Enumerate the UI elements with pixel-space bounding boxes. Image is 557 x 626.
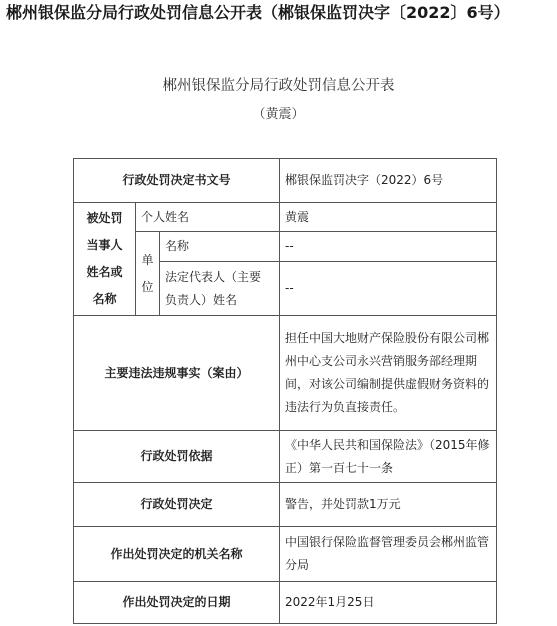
basis-value: 《中华人民共和国保险法》（2015年修正）第一百七十一条 xyxy=(280,431,497,483)
unit-label-line: 单 xyxy=(141,252,154,267)
individual-name-label: 个人姓名 xyxy=(136,203,280,232)
unit-name-label: 名称 xyxy=(160,232,280,262)
facts-label: 主要违法违规事实（案由） xyxy=(74,316,280,431)
doc-number-value: 郴银保监罚决字（2022）6号 xyxy=(280,159,497,203)
decision-value: 警告，并处罚款1万元 xyxy=(280,483,497,527)
legal-rep-value: -- xyxy=(280,262,497,316)
party-label-line: 姓名或 xyxy=(86,265,123,279)
unit-name-value: -- xyxy=(280,232,497,262)
decision-label: 行政处罚决定 xyxy=(74,483,280,527)
row-date xyxy=(74,582,497,624)
individual-name-value: 黄震 xyxy=(280,203,497,232)
basis-label: 行政处罚依据 xyxy=(74,431,280,483)
page-title: 郴州银保监分局行政处罚信息公开表（郴银保监罚决字〔2022〕6号） xyxy=(6,3,510,22)
unit-label xyxy=(136,232,160,316)
doc-number-label: 行政处罚决定书文号 xyxy=(74,159,280,203)
date-value: 2022年1月25日 xyxy=(280,582,497,624)
authority-value: 中国银行保险监督管理委员会郴州监管分局 xyxy=(280,527,497,582)
row-facts xyxy=(74,316,497,431)
facts-value: 担任中国大地财产保险股份有限公司郴州中心支公司永兴营销服务部经理期间，对该公司编制提供虚假财务资料的违法行为负直接责任。 xyxy=(280,316,497,431)
document-subtitle: （黄震） xyxy=(252,107,305,122)
document-title: 郴州银保监分局行政处罚信息公开表 xyxy=(162,78,395,94)
party-label-line: 名称 xyxy=(92,292,117,306)
row-doc-number xyxy=(74,159,497,203)
row-individual-name xyxy=(74,203,497,232)
party-label-line: 当事人 xyxy=(86,238,123,252)
legal-rep-label-line: 法定代表人（主要 xyxy=(165,269,262,284)
date-label: 作出处罚决定的日期 xyxy=(74,582,280,624)
row-basis xyxy=(74,431,497,483)
penalty-info-table xyxy=(73,158,497,624)
party-label-line: 被处罚 xyxy=(86,211,123,225)
unit-label-line: 位 xyxy=(141,279,154,294)
row-authority xyxy=(74,527,497,582)
row-decision xyxy=(74,483,497,527)
authority-label: 作出处罚决定的机关名称 xyxy=(74,527,280,582)
legal-rep-label xyxy=(160,262,280,316)
row-unit-name xyxy=(74,232,497,262)
legal-rep-label-line: 负责人）姓名 xyxy=(165,292,238,307)
party-group-label xyxy=(74,203,136,316)
